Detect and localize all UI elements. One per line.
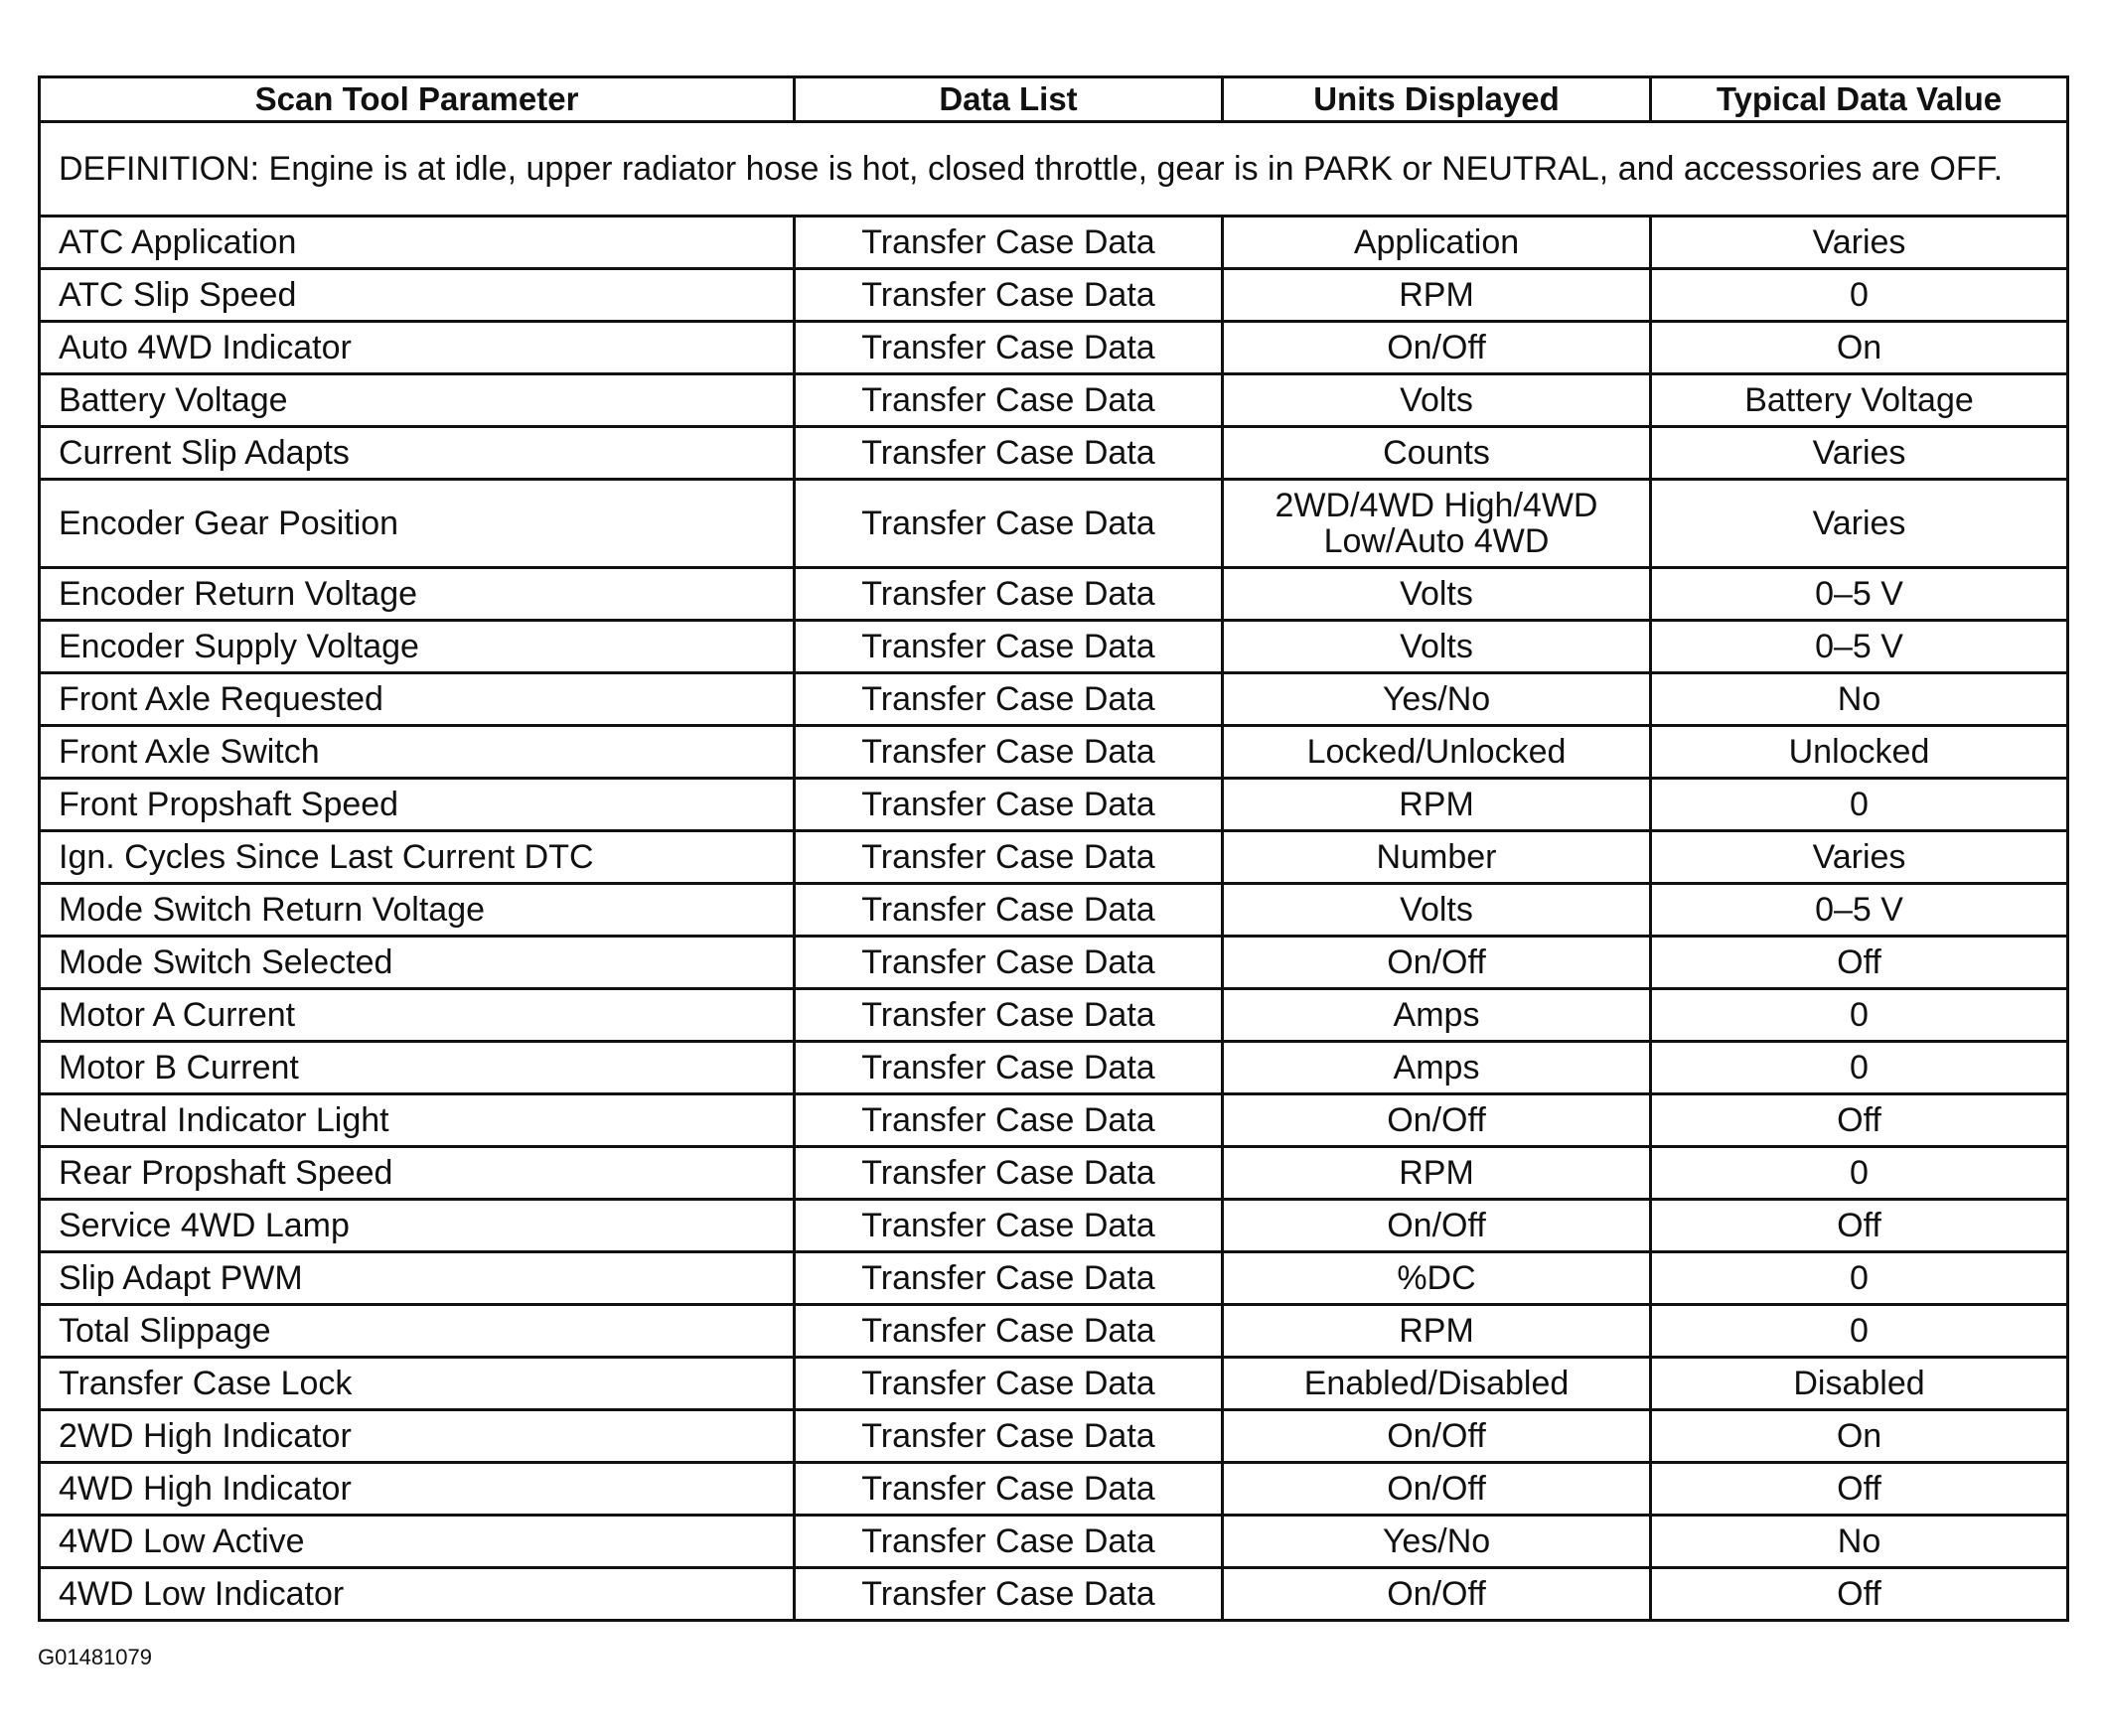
data-list-cell: Transfer Case Data <box>795 374 1223 427</box>
units-cell: Amps <box>1223 989 1651 1042</box>
data-list-cell: Transfer Case Data <box>795 480 1223 568</box>
typical-value-cell: 0–5 V <box>1651 621 2068 673</box>
typical-value-cell: Varies <box>1651 831 2068 884</box>
table-row <box>40 1358 2068 1410</box>
table-row <box>40 568 2068 621</box>
units-cell: On/Off <box>1223 322 1651 374</box>
table-row <box>40 726 2068 779</box>
table-row <box>40 884 2068 937</box>
typical-value-cell: 0 <box>1651 1305 2068 1358</box>
units-cell: RPM <box>1223 779 1651 831</box>
units-cell: Yes/No <box>1223 1516 1651 1568</box>
table-row <box>40 269 2068 322</box>
data-list-cell: Transfer Case Data <box>795 1463 1223 1516</box>
column-header-typical-data-value: Typical Data Value <box>1651 77 2068 122</box>
data-list-cell: Transfer Case Data <box>795 1147 1223 1200</box>
parameter-cell: Rear Propshaft Speed <box>40 1147 795 1200</box>
parameter-cell: 4WD Low Indicator <box>40 1568 795 1621</box>
units-cell: Volts <box>1223 568 1651 621</box>
column-header-scan-tool-parameter: Scan Tool Parameter <box>40 77 795 122</box>
definition-text: DEFINITION: Engine is at idle, upper radiator hose is hot, closed throttle, gear is in PARK or NEUTRAL, and accessories are OFF. <box>40 122 2068 217</box>
units-cell: 2WD/4WD High/4WD Low/Auto 4WD <box>1223 480 1651 568</box>
parameter-cell: Mode Switch Selected <box>40 937 795 989</box>
units-cell: On/Off <box>1223 1094 1651 1147</box>
units-cell: On/Off <box>1223 1463 1651 1516</box>
table-row <box>40 1094 2068 1147</box>
parameter-cell: ATC Application <box>40 217 795 269</box>
parameter-cell: Transfer Case Lock <box>40 1358 795 1410</box>
typical-value-cell: Off <box>1651 1463 2068 1516</box>
parameter-cell: Encoder Return Voltage <box>40 568 795 621</box>
parameter-cell: 4WD Low Active <box>40 1516 795 1568</box>
data-list-cell: Transfer Case Data <box>795 884 1223 937</box>
typical-value-cell: Varies <box>1651 480 2068 568</box>
typical-value-cell: 0–5 V <box>1651 568 2068 621</box>
scan-tool-data-table <box>38 75 2069 1622</box>
typical-value-cell: 0 <box>1651 1252 2068 1305</box>
units-cell: Locked/Unlocked <box>1223 726 1651 779</box>
typical-value-cell: Off <box>1651 1094 2068 1147</box>
typical-value-cell: 0 <box>1651 779 2068 831</box>
units-cell: Counts <box>1223 427 1651 480</box>
parameter-cell: Auto 4WD Indicator <box>40 322 795 374</box>
typical-value-cell: Off <box>1651 937 2068 989</box>
parameter-cell: Ign. Cycles Since Last Current DTC <box>40 831 795 884</box>
parameter-cell: Encoder Supply Voltage <box>40 621 795 673</box>
units-cell: Volts <box>1223 374 1651 427</box>
typical-value-cell: Off <box>1651 1200 2068 1252</box>
column-header-units-displayed: Units Displayed <box>1223 77 1651 122</box>
data-list-cell: Transfer Case Data <box>795 1568 1223 1621</box>
units-cell: Volts <box>1223 621 1651 673</box>
units-cell: RPM <box>1223 1147 1651 1200</box>
table-row <box>40 1147 2068 1200</box>
units-cell: Volts <box>1223 884 1651 937</box>
data-list-cell: Transfer Case Data <box>795 1042 1223 1094</box>
data-list-cell: Transfer Case Data <box>795 937 1223 989</box>
parameter-cell: Motor A Current <box>40 989 795 1042</box>
parameter-cell: Battery Voltage <box>40 374 795 427</box>
parameter-cell: Total Slippage <box>40 1305 795 1358</box>
table-row <box>40 1200 2068 1252</box>
parameter-cell: Motor B Current <box>40 1042 795 1094</box>
units-cell: Amps <box>1223 1042 1651 1094</box>
parameter-cell: Front Axle Requested <box>40 673 795 726</box>
parameter-cell: Current Slip Adapts <box>40 427 795 480</box>
units-cell: %DC <box>1223 1252 1651 1305</box>
data-list-cell: Transfer Case Data <box>795 621 1223 673</box>
table-row <box>40 427 2068 480</box>
parameter-cell: Encoder Gear Position <box>40 480 795 568</box>
typical-value-cell: Battery Voltage <box>1651 374 2068 427</box>
data-list-cell: Transfer Case Data <box>795 1516 1223 1568</box>
units-cell: On/Off <box>1223 1200 1651 1252</box>
typical-value-cell: On <box>1651 1410 2068 1463</box>
typical-value-cell: Unlocked <box>1651 726 2068 779</box>
data-list-cell: Transfer Case Data <box>795 673 1223 726</box>
table-row <box>40 831 2068 884</box>
typical-value-cell: 0 <box>1651 1147 2068 1200</box>
table-row <box>40 1568 2068 1621</box>
units-cell: Enabled/Disabled <box>1223 1358 1651 1410</box>
table-row <box>40 1305 2068 1358</box>
parameter-cell: ATC Slip Speed <box>40 269 795 322</box>
table-row <box>40 989 2068 1042</box>
units-cell: Yes/No <box>1223 673 1651 726</box>
data-list-cell: Transfer Case Data <box>795 217 1223 269</box>
data-list-cell: Transfer Case Data <box>795 1094 1223 1147</box>
data-list-cell: Transfer Case Data <box>795 726 1223 779</box>
parameter-cell: 2WD High Indicator <box>40 1410 795 1463</box>
parameter-cell: 4WD High Indicator <box>40 1463 795 1516</box>
data-list-cell: Transfer Case Data <box>795 322 1223 374</box>
parameter-cell: Service 4WD Lamp <box>40 1200 795 1252</box>
units-cell: Number <box>1223 831 1651 884</box>
typical-value-cell: On <box>1651 322 2068 374</box>
data-list-cell: Transfer Case Data <box>795 427 1223 480</box>
typical-value-cell: 0 <box>1651 269 2068 322</box>
typical-value-cell: 0–5 V <box>1651 884 2068 937</box>
units-cell: On/Off <box>1223 937 1651 989</box>
units-cell: RPM <box>1223 1305 1651 1358</box>
typical-value-cell: No <box>1651 1516 2068 1568</box>
data-list-cell: Transfer Case Data <box>795 568 1223 621</box>
data-list-cell: Transfer Case Data <box>795 1252 1223 1305</box>
table-row <box>40 480 2068 568</box>
parameter-cell: Neutral Indicator Light <box>40 1094 795 1147</box>
units-cell: RPM <box>1223 269 1651 322</box>
data-list-cell: Transfer Case Data <box>795 1200 1223 1252</box>
parameter-cell: Front Axle Switch <box>40 726 795 779</box>
definition-row <box>40 122 2068 217</box>
typical-value-cell: No <box>1651 673 2068 726</box>
typical-value-cell: 0 <box>1651 1042 2068 1094</box>
table-row <box>40 217 2068 269</box>
parameter-cell: Front Propshaft Speed <box>40 779 795 831</box>
parameter-cell: Mode Switch Return Voltage <box>40 884 795 937</box>
table-row <box>40 1042 2068 1094</box>
typical-value-cell: Disabled <box>1651 1358 2068 1410</box>
units-cell: On/Off <box>1223 1568 1651 1621</box>
table-row <box>40 1516 2068 1568</box>
table-row <box>40 1463 2068 1516</box>
typical-value-cell: Off <box>1651 1568 2068 1621</box>
data-list-cell: Transfer Case Data <box>795 1410 1223 1463</box>
table-row <box>40 374 2068 427</box>
header-row <box>40 77 2068 122</box>
data-list-cell: Transfer Case Data <box>795 779 1223 831</box>
table-row <box>40 621 2068 673</box>
table-row <box>40 322 2068 374</box>
typical-value-cell: Varies <box>1651 217 2068 269</box>
parameter-cell: Slip Adapt PWM <box>40 1252 795 1305</box>
data-list-cell: Transfer Case Data <box>795 1358 1223 1410</box>
data-list-cell: Transfer Case Data <box>795 831 1223 884</box>
data-list-cell: Transfer Case Data <box>795 989 1223 1042</box>
typical-value-cell: Varies <box>1651 427 2068 480</box>
column-header-data-list: Data List <box>795 77 1223 122</box>
figure-id: G01481079 <box>38 1645 152 1669</box>
table-row <box>40 1410 2068 1463</box>
data-list-cell: Transfer Case Data <box>795 1305 1223 1358</box>
table-row <box>40 937 2068 989</box>
table-row <box>40 1252 2068 1305</box>
table-row <box>40 673 2068 726</box>
units-cell: On/Off <box>1223 1410 1651 1463</box>
data-list-cell: Transfer Case Data <box>795 269 1223 322</box>
units-cell: Application <box>1223 217 1651 269</box>
table-row <box>40 779 2068 831</box>
typical-value-cell: 0 <box>1651 989 2068 1042</box>
